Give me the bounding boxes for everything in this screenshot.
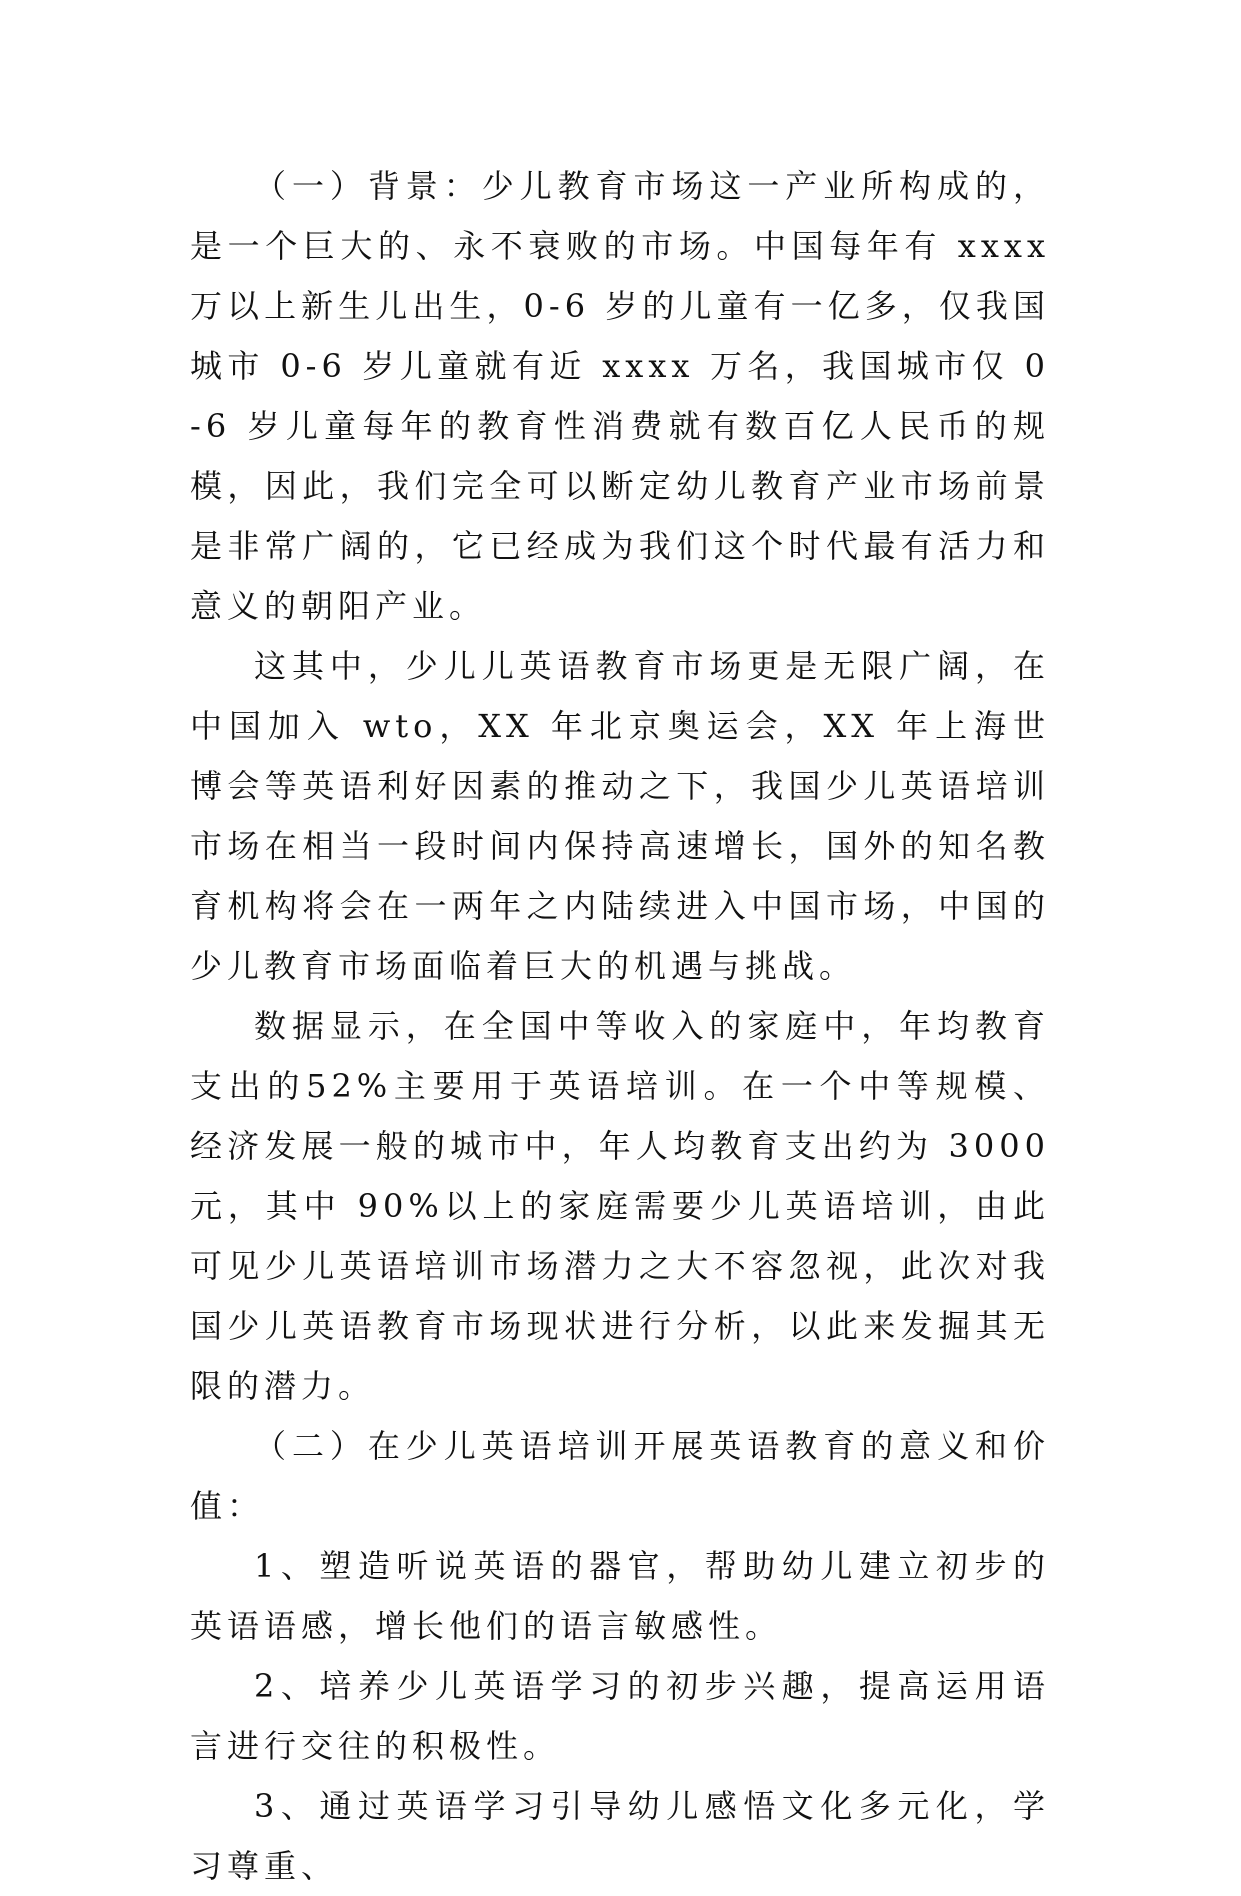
section-heading-significance: （二）在少儿英语培训开展英语教育的意义和价值： [190,1427,1050,1525]
list-item-3: 3、通过英语学习引导幼儿感悟文化多元化，学习尊重、 [190,1787,1050,1885]
paragraph-english-market: 这其中，少儿儿英语教育市场更是无限广阔，在中国加入 wto，XX 年北京奥运会，XX 年上海世博会等英语利好因素的推动之下，我国少儿英语培训市场在相当一段时间内保持高速增长，国外的知名教育机构将会在一两年之内陆续进入中国市场，中国的少儿教育市场面临着巨大的机遇与挑战。 [190,647,1050,985]
document-body [190,156,1050,1896]
paragraph-background: （一）背景：少儿教育市场这一产业所构成的，是一个巨大的、永不衰败的市场。中国每年有 xxxx 万以上新生儿出生，0-6 岁的儿童有一亿多，仅我国城市 0-6 岁儿童就有近 xxxx 万名，我国城市仅 0-6 岁儿童每年的教育性消费就有数百亿人民币的规模，因此，我们完全可以断定幼儿教育产业市场前景是非常广阔的，它已经成为我们这个时代最有活力和意义的朝阳产业。 [190,167,1050,625]
list-item-2: 2、培养少儿英语学习的初步兴趣，提高运用语言进行交往的积极性。 [190,1667,1050,1765]
paragraph-data: 数据显示，在全国中等收入的家庭中，年均教育支出的52%主要用于英语培训。在一个中等规模、经济发展一般的城市中，年人均教育支出约为 3000 元，其中 90%以上的家庭需要少儿英语培训，由此可见少儿英语培训市场潜力之大不容忽视，此次对我国少儿英语教育市场现状进行分析，以此来发掘其无限的潜力。 [190,1007,1050,1405]
list-item-1: 1、塑造听说英语的器官，帮助幼儿建立初步的英语语感，增长他们的语言敏感性。 [190,1547,1050,1645]
